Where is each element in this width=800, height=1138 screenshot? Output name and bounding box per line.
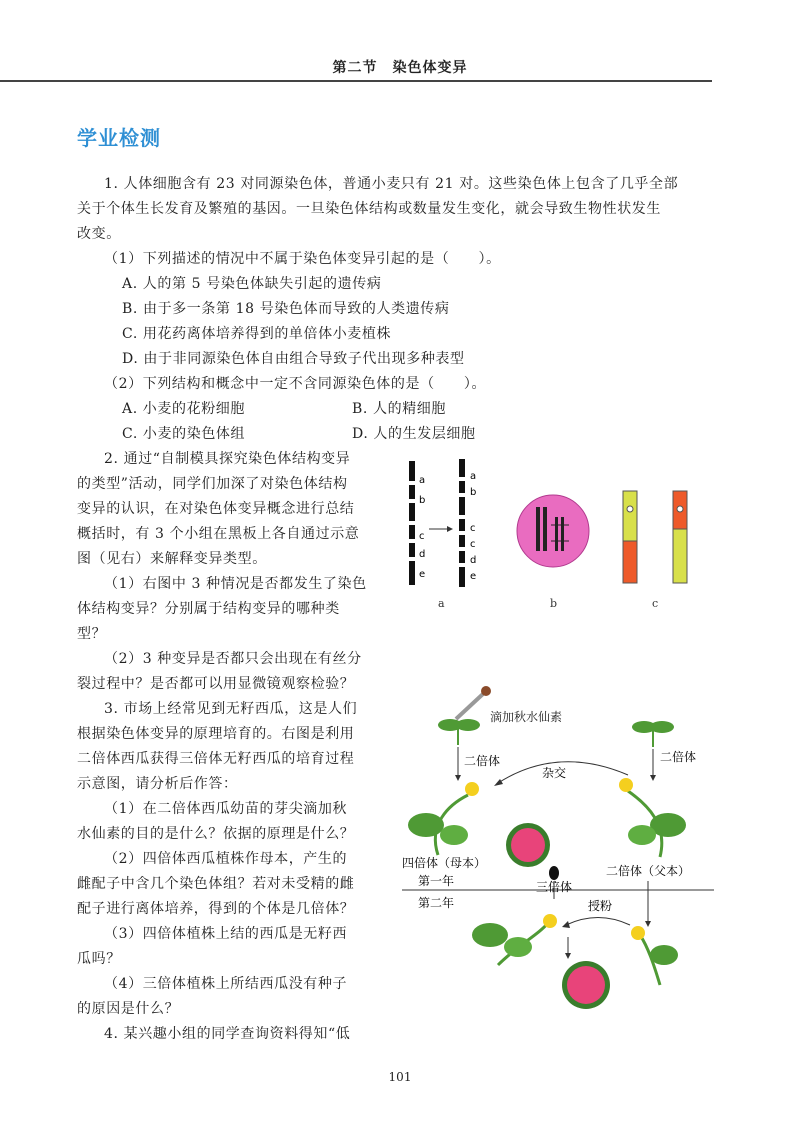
- seedless-watermelon-icon: [562, 961, 610, 1009]
- q1-sub1: （1）下列描述的情况中不属于染色体变异引起的是（ ）。: [104, 251, 501, 267]
- diagram-c: [623, 491, 687, 583]
- running-header: 第二节 染色体变异: [332, 60, 468, 76]
- label-colchicine: 滴加秋水仙素: [490, 710, 563, 724]
- label-diploid-left: 二倍体: [464, 754, 501, 768]
- left-label-d: d: [419, 549, 426, 560]
- q1-intro-line-2: 关于个体生长发育及繁殖的基因。一旦染色体结构或数量发生变化，就会导致生物性状发生: [77, 201, 661, 217]
- q2-line-3: 变异的认识，在对染色体变异概念进行总结: [77, 501, 355, 517]
- right-label-c1: c: [470, 523, 476, 534]
- q2-line-4: 概括时，有 3 个小组在黑板上各自通过示意: [77, 526, 360, 542]
- section-heading: 学业检测: [77, 126, 161, 150]
- caption-a: a: [438, 597, 445, 610]
- label-triploid: 三倍体: [536, 880, 573, 894]
- cell-circle: [517, 495, 589, 567]
- q3-line-3: 二倍体西瓜获得三倍体无籽西瓜的培育过程: [77, 751, 355, 767]
- header-rule: [0, 80, 712, 82]
- q2-line-1: 2. 通过“自制模具探究染色体结构变异: [104, 451, 351, 467]
- q3-line-12: （4）三倍体植株上所结西瓜没有种子: [104, 976, 348, 992]
- left-label-c: c: [419, 531, 425, 542]
- q2-line-9: （2）3 种变异是否都只会出现在有丝分: [104, 651, 362, 667]
- figure-chromosome-variation: [395, 455, 715, 615]
- seed-icon: [549, 866, 559, 880]
- q3-line-13: 的原因是什么？: [77, 1001, 180, 1017]
- q1-sub1-option-d: D. 由于非同源染色体自由组合导致子代出现多种表型: [122, 351, 465, 367]
- q1-sub1-option-b: B. 由于多一条第 18 号染色体而导致的人类遗传病: [122, 301, 450, 317]
- caption-c: c: [652, 597, 659, 610]
- chromosome-diagrams: [395, 455, 715, 615]
- label-pollination: 授粉: [588, 899, 613, 913]
- label-diploid-right: 二倍体: [660, 750, 697, 764]
- label-diploid-father: 二倍体（父本）: [606, 864, 691, 878]
- q1-sub2: （2）下列结构和概念中一定不含同源染色体的是（ ）。: [104, 376, 487, 392]
- q1-sub2-option-d: D. 人的生发层细胞: [352, 426, 476, 442]
- q2-line-7: 体结构变异？分别属于结构变异的哪种类: [77, 601, 340, 617]
- pollination-arrow: [566, 918, 630, 926]
- q3-line-6: 水仙素的目的是什么？依据的原理是什么？: [77, 826, 355, 842]
- seedling-right-icon: [632, 721, 674, 747]
- page-number: 101: [388, 1070, 412, 1084]
- label-year1: 第一年: [418, 874, 455, 888]
- right-label-d: d: [470, 555, 477, 566]
- q3-line-8: 雌配子中含几个染色体组？若对未受精的雌: [77, 876, 355, 892]
- q2-line-10: 裂过程中？是否都可以用显微镜观察检验？: [77, 676, 355, 692]
- q2-line-5: 图（见右）来解释变异类型。: [77, 551, 267, 567]
- q1-sub1-option-a: A. 人的第 5 号染色体缺失引起的遗传病: [122, 276, 382, 292]
- flower-icon: [465, 782, 479, 796]
- seedling-left-icon: [438, 719, 480, 745]
- q2-line-6: （1）右图中 3 种情况是否都发生了染色: [104, 576, 367, 592]
- diploid-father-plant-icon: [619, 778, 686, 857]
- q3-line-7: （2）四倍体西瓜植株作母本，产生的: [104, 851, 348, 867]
- triploid-plant-icon: [472, 914, 557, 965]
- q2-line-2: 的类型”活动，同学们加深了对染色体结构: [77, 476, 348, 492]
- label-cross: 杂交: [542, 766, 567, 780]
- left-label-b: b: [419, 495, 426, 506]
- q1-intro-line-3: 改变。: [77, 226, 121, 242]
- left-label-a: a: [419, 475, 426, 486]
- q3-line-10: （3）四倍体植株上结的西瓜是无籽西: [104, 926, 348, 942]
- q3-line-5: （1）在二倍体西瓜幼苗的芽尖滴加秋: [104, 801, 348, 817]
- label-year2: 第二年: [418, 896, 455, 910]
- q3-line-9: 配子进行离体培养，得到的个体是几倍体？: [77, 901, 355, 917]
- watermelon-slice-icon: [506, 823, 550, 867]
- right-label-c2: c: [470, 539, 476, 550]
- diagram-b: [517, 495, 589, 567]
- pollen-plant-icon: [631, 926, 678, 985]
- figure-seedless-watermelon: [398, 685, 718, 1015]
- q1-sub1-option-c: C. 用花药离体培养得到的单倍体小麦植株: [122, 326, 392, 342]
- diagram-a: [409, 459, 476, 587]
- q1-sub2-option-b: B. 人的精细胞: [352, 401, 446, 417]
- left-label-e: e: [419, 569, 426, 580]
- q4-line-1: 4. 某兴趣小组的同学查询资料得知“低: [104, 1026, 351, 1042]
- label-tetraploid-mother: 四倍体（母本）: [402, 856, 487, 870]
- q1-intro-line-1: 1. 人体细胞含有 23 对同源染色体，普通小麦只有 21 对。这些染色体上包含了几乎全部: [104, 176, 679, 192]
- q3-line-11: 瓜吗？: [77, 951, 121, 967]
- right-label-e: e: [470, 571, 477, 582]
- right-label-a: a: [470, 471, 477, 482]
- dropper-icon: [456, 686, 491, 719]
- q1-sub2-option-c: C. 小麦的染色体组: [122, 426, 246, 442]
- caption-b: b: [550, 597, 558, 610]
- tetraploid-plant-icon: [408, 782, 479, 855]
- q3-line-4: 示意图，请分析后作答：: [77, 776, 238, 792]
- right-label-b: b: [470, 487, 477, 498]
- watermelon-breeding-diagram: [398, 685, 718, 1015]
- q3-line-2: 根据染色体变异的原理培育的。右图是利用: [77, 726, 355, 742]
- q1-sub2-option-a: A. 小麦的花粉细胞: [122, 401, 246, 417]
- q3-line-1: 3. 市场上经常见到无籽西瓜，这是人们: [104, 701, 358, 717]
- q2-line-8: 型？: [77, 626, 107, 642]
